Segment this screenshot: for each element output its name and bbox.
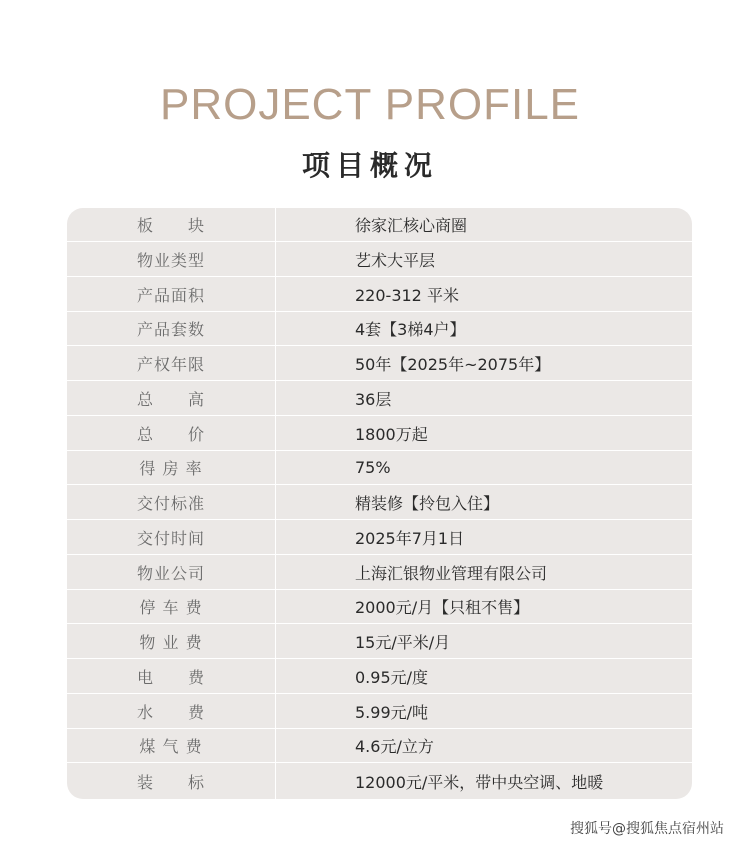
table-row	[67, 729, 692, 763]
table-row	[67, 451, 692, 485]
row-value: 艺术大平层	[355, 250, 436, 270]
table-row	[67, 660, 692, 694]
row-label: 物业类型	[136, 250, 205, 270]
row-value: 2000元/月【只租不售】	[355, 598, 530, 618]
table-row	[67, 382, 692, 416]
row-value: 220-312 平米	[355, 285, 459, 305]
table-row	[67, 521, 692, 555]
row-value: 12000元/平米，带中央空调、地暖	[355, 772, 604, 792]
row-label: 电 费	[136, 667, 205, 687]
table-row	[67, 556, 692, 590]
row-value: 5.99元/吨	[355, 702, 429, 722]
table-row	[67, 347, 692, 381]
table-row	[67, 278, 692, 312]
row-value: 15元/平米/月	[355, 633, 451, 653]
row-value: 徐家汇核心商圈	[355, 216, 468, 235]
row-value: 50年【2025年~2075年】	[355, 355, 551, 375]
table-row	[67, 486, 692, 520]
row-value: 2025年7月1日	[355, 528, 465, 548]
watermark: 搜狐号@搜狐焦点宿州站	[570, 821, 724, 837]
row-value: 精装修【拎包入住】	[355, 494, 500, 514]
table-row	[67, 312, 692, 346]
row-label: 物 业 费	[139, 633, 203, 653]
row-label: 装 标	[136, 772, 205, 792]
row-label: 产品套数	[136, 320, 205, 340]
row-value: 75%	[355, 458, 391, 478]
page-title-cn: 项目概况	[301, 149, 438, 182]
table-row	[67, 243, 692, 277]
row-label: 交付标准	[136, 494, 205, 514]
table-row	[67, 208, 692, 242]
row-label: 物业公司	[136, 563, 205, 583]
row-label: 停 车 费	[139, 598, 203, 618]
row-label: 煤 气 费	[139, 737, 203, 757]
row-label: 板 块	[136, 216, 205, 235]
row-label: 交付时间	[136, 528, 205, 548]
table-row	[67, 764, 692, 798]
row-value: 36层	[355, 389, 392, 409]
row-value: 4套【3梯4户】	[355, 320, 466, 340]
row-value: 4.6元/立方	[355, 737, 434, 757]
table-row	[67, 590, 692, 624]
table-row	[67, 695, 692, 729]
row-value: 上海汇银物业管理有限公司	[355, 563, 548, 583]
row-label: 总 价	[136, 424, 205, 444]
row-label: 水 费	[136, 702, 205, 722]
row-value: 1800万起	[355, 424, 428, 444]
row-label: 得 房 率	[139, 459, 203, 479]
row-label: 产品面积	[136, 285, 205, 305]
profile-table	[67, 208, 692, 799]
table-row	[67, 625, 692, 659]
row-label: 总 高	[136, 389, 205, 409]
row-value: 0.95元/度	[355, 667, 429, 687]
table-row	[67, 417, 692, 451]
row-label: 产权年限	[136, 355, 205, 375]
page-title-en: PROJECT PROFILE	[159, 80, 581, 129]
